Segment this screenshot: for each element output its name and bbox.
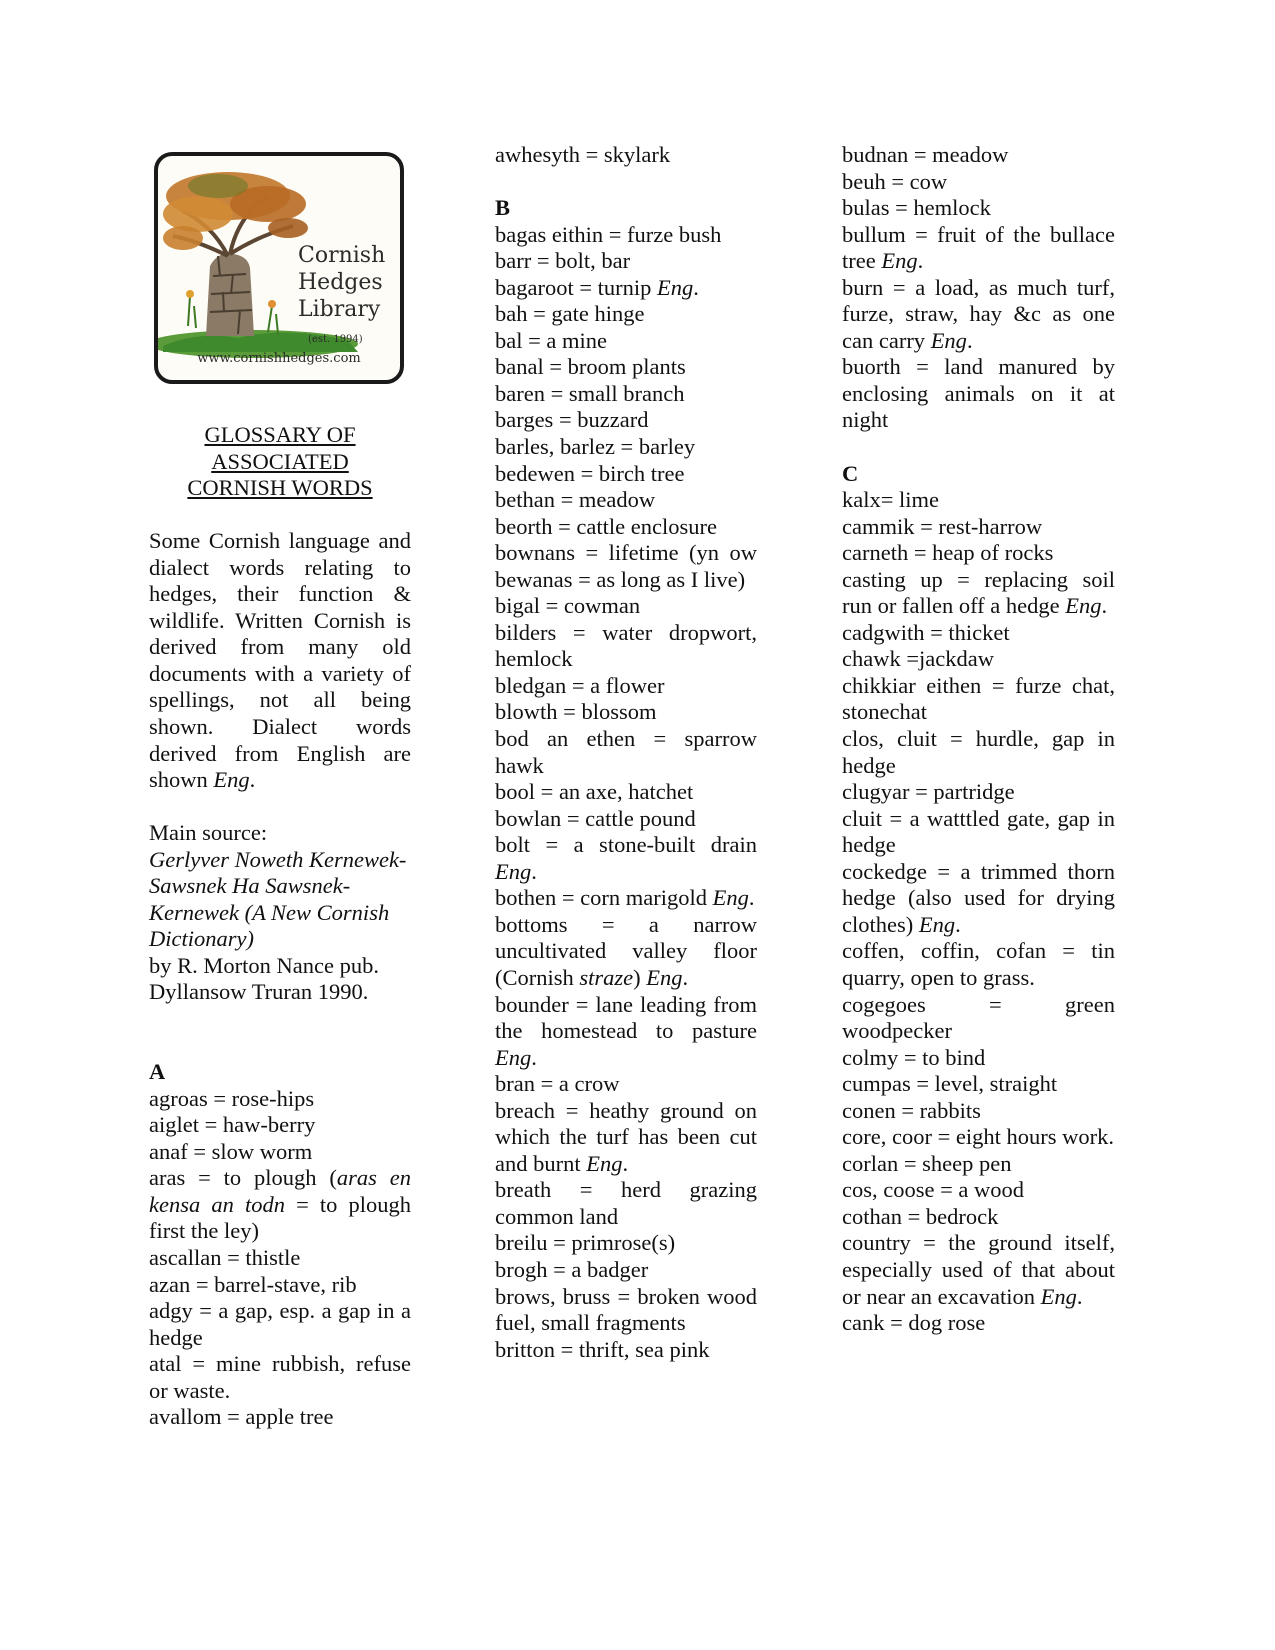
glossary-entry: burn = a load, as much turf, furze, straw, hay &c as one can carry Eng. [842,274,1115,353]
glossary-entry: bah = gate hinge [495,301,645,327]
glossary-entry: bowlan = cattle pound [495,805,696,831]
glossary-entry: agroas = rose-hips [149,1085,315,1111]
glossary-entry: brogh = a badger [495,1256,649,1282]
glossary-entry: bilders = water dropwort, hemlock [495,619,757,672]
glossary-entry: core, coor = eight hours work. [842,1124,1114,1150]
glossary-entry: breach = heathy ground on which the turf has been cut and burnt Eng. [495,1097,757,1176]
glossary-entry: cadgwith = thicket [842,619,1010,645]
glossary-entry: bethan = meadow [495,487,656,513]
section-letter-a: A [149,1059,166,1085]
column-3 [842,142,1115,1337]
page-title: GLOSSARY OF ASSOCIATED CORNISH WORDS [187,422,373,501]
glossary-entry: cothan = bedrock [842,1203,999,1229]
glossary-entry: cockedge = a trimmed thorn hedge (also used for drying clothes) Eng. [842,858,1115,937]
glossary-entry: cluit = a watttled gate, gap in hedge [842,805,1115,858]
glossary-entry: banal = broom plants [495,354,686,380]
glossary-entry: adgy = a gap, esp. a gap in a hedge [149,1298,411,1350]
glossary-entry: bal = a mine [495,327,608,353]
glossary-entry: barles, barlez = barley [495,434,696,460]
glossary-entry: awhesyth = skylark [495,142,671,167]
logo-url: www.cornishhedges.com [197,351,361,367]
glossary-entry: barges = buzzard [495,407,649,433]
entries-c [842,487,1115,1337]
source-book-title: Gerlyver Noweth Kernewek-Sawsnek Ha Sawsnek-Kernewek (A New Cornish Dictionary) [149,846,407,952]
glossary-entry: conen = rabbits [842,1097,981,1123]
glossary-entry: bagaroot = turnip Eng. [495,274,699,300]
glossary-entry: ascallan = thistle [149,1244,301,1270]
glossary-entry: blowth = blossom [495,699,657,725]
glossary-entry: cammik = rest-harrow [842,513,1043,539]
glossary-entry: brows, bruss = broken wood fuel, small fragments [495,1283,757,1336]
glossary-entry: buorth = land manured by enclosing animals on it at night [842,354,1115,433]
glossary-entry: bigal = cowman [495,593,641,619]
glossary-entry: azan = barrel-stave, rib [149,1271,357,1297]
glossary-entry: bran = a crow [495,1071,620,1097]
glossary-entry: bedewen = birch tree [495,460,685,486]
glossary-entry: bownans = lifetime (yn ow bewanas = as long as I live) [495,540,757,592]
glossary-entry: cogegoes = green woodpecker [842,991,1115,1044]
glossary-entry: bottoms = a narrow uncultivated valley floor (Cornish straze) Eng. [495,911,757,990]
glossary-entry: aiglet = haw-berry [149,1112,316,1138]
glossary-entry: bool = an axe, hatchet [495,779,694,805]
glossary-entry: coffen, coffin, cofan = tin quarry, open to grass. [842,938,1115,990]
glossary-entry: bulas = hemlock [842,195,991,221]
source-publisher: Dyllansow Truran 1990. [149,979,369,1005]
glossary-entry: breath = herd grazing common land [495,1177,757,1229]
glossary-entry: avallom = apple tree [149,1404,334,1430]
glossary-entry: bullum = fruit of the bullace tree Eng. [842,221,1115,274]
section-letter-c: C [842,460,859,486]
cornish-hedges-library-logo [154,152,404,384]
column-2 [495,142,757,1363]
glossary-entry: casting up = replacing soil run or fallen off a hedge Eng. [842,566,1115,619]
glossary-entry: clugyar = partridge [842,779,1015,805]
source-author: by R. Morton Nance pub. [149,952,379,978]
column-1 [149,142,411,1431]
glossary-entry: carneth = heap of rocks [842,540,1054,566]
glossary-entry: bod an ethen = sparrow hawk [495,726,757,778]
entries-b-part2 [842,142,1115,434]
intro-paragraph: Some Cornish language and dialect words relating to hedges, their function & wildlife. Written Cornish is derived from many old documents with a variety of spellings, not all being shown. Dialect words derived from English are shown Eng. [149,528,411,793]
glossary-entry: bagas eithin = furze bush [495,221,722,247]
glossary-entry: baren = small branch [495,380,685,406]
glossary-entry: cank = dog rose [842,1310,986,1336]
entries-a-part1 [149,1086,411,1431]
section-letter-b: B [495,195,511,221]
main-source: Main source: Gerlyver Noweth Kernewek-Sawsnek Ha Sawsnek-Kernewek (A New Cornish Dictionary) by R. Morton Nance pub. Dyllansow Truran 1990. [149,820,411,1006]
glossary-entry: kalx= lime [842,487,940,513]
glossary-entry: bothen = corn marigold Eng. [495,885,755,911]
glossary-entry: corlan = sheep pen [842,1150,1012,1176]
glossary-entry: bounder = lane leading from the homestead to pasture Eng. [495,991,757,1070]
glossary-entry: colmy = to bind [842,1044,986,1070]
entries-b-part1 [495,222,757,1364]
logo-established: (est. 1994) [308,334,363,345]
glossary-entry: country = the ground itself, especially used of that about or near an excavation Eng. [842,1230,1115,1309]
logo-title: Cornish Hedges Library [298,243,386,322]
glossary-entry: beorth = cattle enclosure [495,513,717,539]
glossary-entry: chikkiar eithen = furze chat, stonechat [842,672,1115,725]
glossary-entry: barr = bolt, bar [495,248,631,274]
glossary-entry: budnan = meadow [842,142,1009,167]
glossary-entry: bledgan = a flower [495,672,665,698]
glossary-entry: breilu = primrose(s) [495,1230,676,1256]
glossary-entry: aras = to plough (aras en kensa an todn = to plough first the ley) [149,1165,412,1244]
glossary-entry: britton = thrift, sea pink [495,1336,710,1362]
entries-a-part2 [495,142,757,169]
glossary-entry: cumpas = level, straight [842,1071,1058,1097]
glossary-entry: beuh = cow [842,168,948,194]
glossary-entry: chawk =jackdaw [842,646,994,672]
glossary-entry: atal = mine rubbish, refuse or waste. [149,1351,411,1403]
glossary-entry: bolt = a stone-built drain Eng. [495,832,757,884]
glossary-entry: anaf = slow worm [149,1138,313,1164]
glossary-entry: clos, cluit = hurdle, gap in hedge [842,726,1115,778]
glossary-entry: cos, coose = a wood [842,1177,1025,1203]
